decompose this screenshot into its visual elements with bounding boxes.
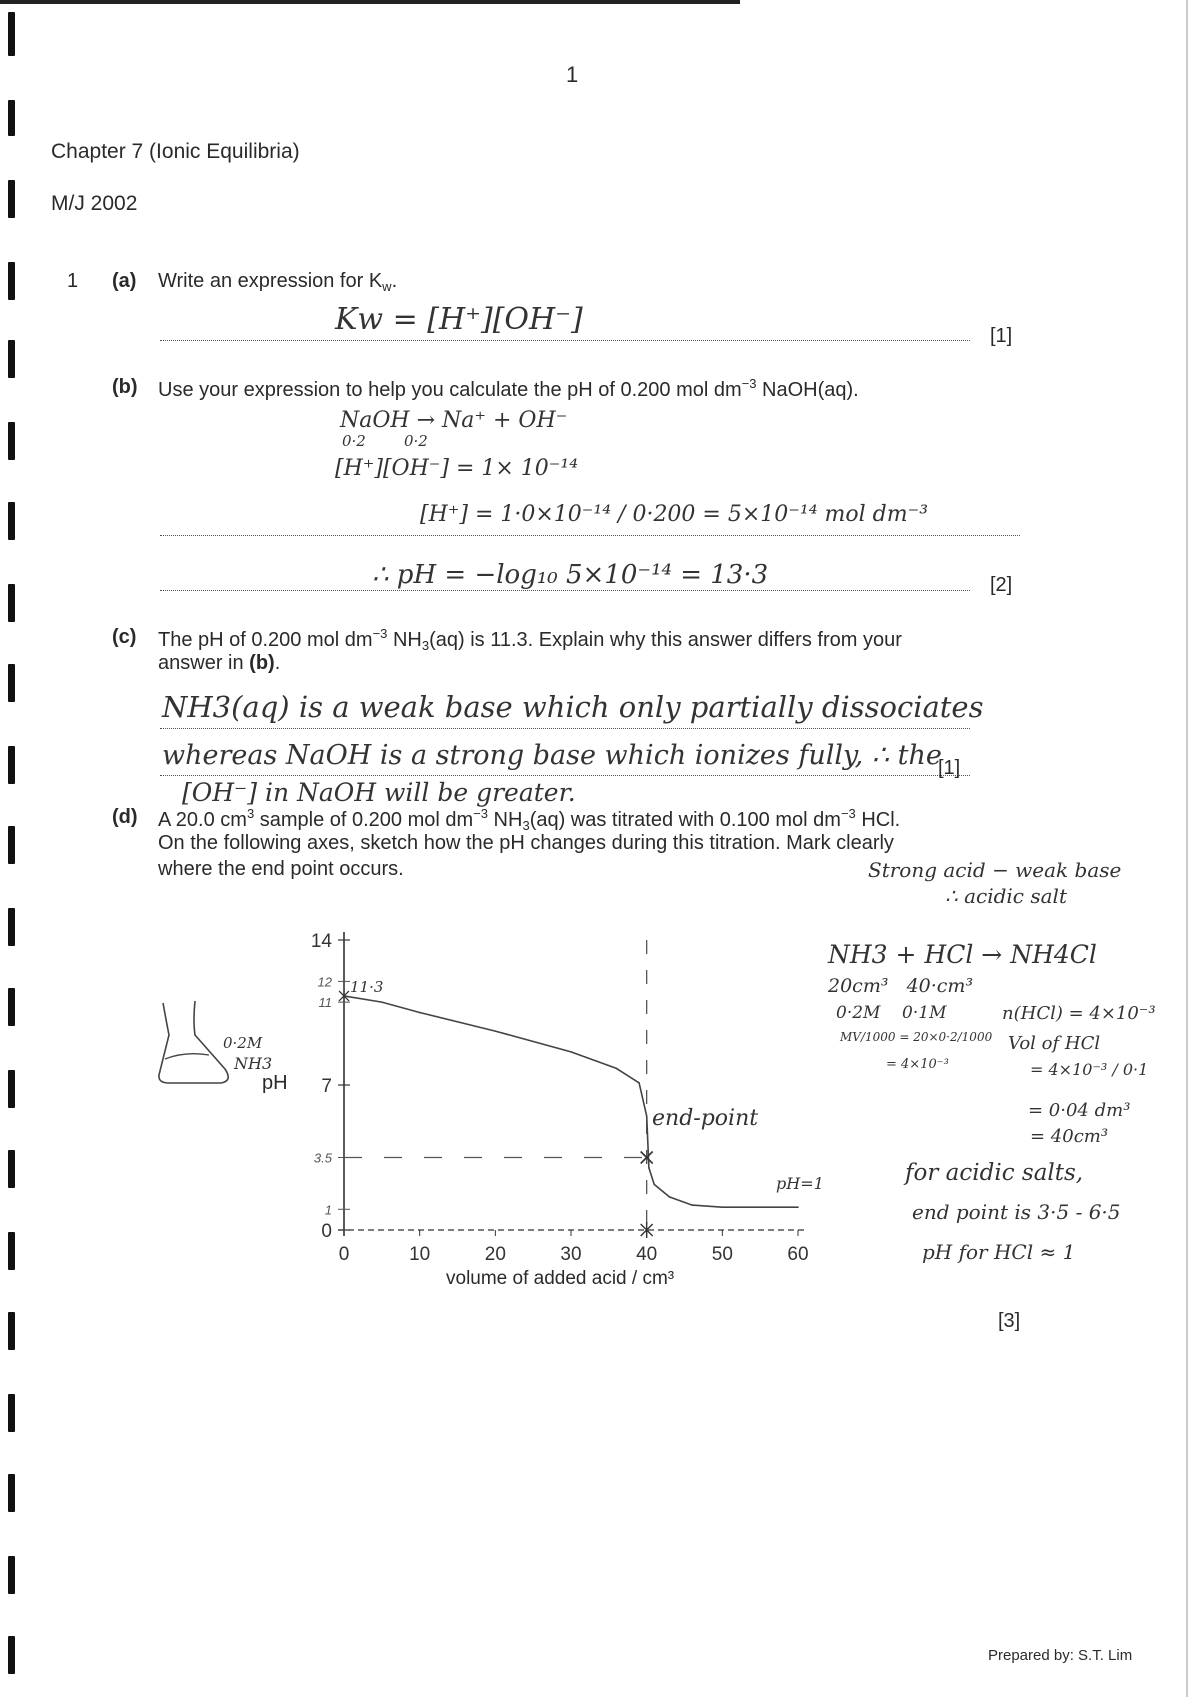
part-b-working-2: 0·2 0·2	[342, 432, 428, 450]
part-a-sub: w	[382, 279, 392, 294]
curve-point	[797, 1206, 799, 1208]
curve-point	[691, 1204, 693, 1206]
curve-point	[653, 1184, 655, 1186]
part-c-text-1: The pH of 0.200 mol dm	[158, 629, 373, 651]
y-hand-tick-label: 12	[317, 974, 332, 990]
note-moles-formula: MV/1000 = 20×0·2/1000	[840, 1030, 993, 1044]
question-number: 1	[67, 270, 79, 292]
part-c-text-3: (aq) is 11.3. Explain why this answer differs from your	[429, 629, 902, 651]
part-d-marks: [3]	[998, 1310, 1021, 1332]
note-concentrations: 0·2M 0·1M	[836, 1003, 947, 1023]
end-point-label: end-point	[652, 1106, 759, 1131]
note-vol-dm3: = 0·04 dm³	[1028, 1100, 1131, 1121]
footer-prepared-by: Prepared by: S.T. Lim	[988, 1647, 1133, 1664]
part-b-working-5: ∴ pH = −log₁₀ 5×10⁻¹⁴ = 13·3	[372, 560, 769, 590]
part-d-side-note-1: Strong acid − weak base	[868, 858, 1122, 882]
note-moles-result: = 4×10⁻³	[886, 1057, 949, 1072]
curve-point	[638, 1082, 640, 1084]
y-tick-label: 7	[321, 1076, 332, 1097]
part-c-question-line-2	[158, 652, 280, 675]
x-tick-label: 60	[787, 1244, 809, 1265]
part-a-suffix: .	[391, 270, 398, 292]
part-c-bold-ref: (b)	[249, 652, 275, 674]
chart-ylabel: pH	[262, 1072, 288, 1094]
part-d-question-line-2: On the following axes, sketch how the pH changes during this titration. Mark clearly	[158, 832, 894, 854]
part-b-label: (b)	[112, 376, 138, 398]
note-equation: NH3 + HCl → NH4Cl	[828, 940, 1097, 969]
x-tick-label: 40	[636, 1244, 658, 1265]
titration-chart	[240, 920, 860, 1310]
note-vol-hcl: Vol of HCl	[1008, 1033, 1101, 1054]
final-ph-label: pH=1	[776, 1174, 824, 1193]
part-d-question-line-3: where the end point occurs.	[158, 858, 404, 880]
note-ph-hcl: pH for HCl ≈ 1	[922, 1240, 1076, 1264]
note-end-point-range: end point is 3·5 - 6·5	[912, 1200, 1121, 1224]
part-b-text-2: NaOH(aq).	[756, 379, 859, 401]
part-d-text-1e: HCl.	[855, 809, 901, 831]
part-d-side-note-2: ∴ acidic salt	[945, 884, 1067, 908]
top-edge-line	[0, 0, 740, 4]
part-d-text-1b: sample of 0.200 mol dm	[254, 809, 474, 831]
part-d-sup-3: −3	[840, 806, 856, 821]
page-number: 1	[566, 62, 579, 87]
curve-point	[646, 1115, 648, 1117]
y-hand-tick-label: 11	[318, 995, 332, 1011]
part-d-text-1c: NH	[488, 809, 523, 831]
part-b-working-4: [H⁺] = 1·0×10⁻¹⁴ / 0·200 = 5×10⁻¹⁴ mol dm⁻³	[420, 502, 929, 527]
note-n-hcl: n(HCl) = 4×10⁻³	[1002, 1003, 1156, 1024]
x-tick-label: 50	[711, 1244, 733, 1265]
part-d-sup-2: −3	[473, 806, 488, 821]
part-c-label: (c)	[112, 626, 137, 648]
curve-point	[669, 1196, 671, 1198]
part-c-text-5: .	[274, 652, 281, 674]
curve-point	[419, 1012, 421, 1014]
part-c-text-4: answer in	[158, 652, 250, 674]
x-tick-label: 0	[338, 1244, 350, 1265]
part-d-label: (d)	[112, 806, 138, 828]
part-b-question	[158, 376, 859, 402]
part-c-answer-line-1	[160, 728, 970, 729]
part-a-answer-line	[160, 340, 970, 341]
y-hand-tick-label: 1	[324, 1202, 332, 1218]
curve-point	[648, 1167, 650, 1169]
part-b-answer-line-1	[160, 535, 1020, 536]
y-tick-label: 0	[321, 1221, 332, 1242]
part-d-text-1d: (aq) was titrated with 0.100 mol dm	[529, 809, 841, 831]
part-c-sup: −3	[372, 626, 388, 641]
curve-point	[722, 1206, 724, 1208]
exam-session: M/J 2002	[51, 192, 138, 215]
curve-point	[616, 1068, 618, 1070]
part-b-answer-line-2	[160, 590, 970, 591]
part-c-answer-2: whereas NaOH is a strong base which ionizes fully, ∴ the	[162, 740, 942, 771]
y-hand-tick-label: 3.5	[313, 1150, 332, 1166]
part-b-working-3: [H⁺][OH⁻] = 1× 10⁻¹⁴	[335, 456, 579, 481]
flask-label-2: NH3	[234, 1054, 273, 1073]
part-d-question-line-1	[158, 806, 900, 833]
curve-point	[495, 1030, 497, 1032]
part-c-text-2: NH	[387, 629, 422, 651]
note-vol-calc: = 4×10⁻³ / 0·1	[1030, 1060, 1149, 1079]
part-a-answer: Kw = [H⁺][OH⁻]	[335, 302, 583, 337]
chart-xlabel: volume of added acid / cm³	[446, 1268, 675, 1289]
part-c-answer-line-2	[160, 775, 970, 776]
y-tick-label: 14	[310, 931, 332, 952]
part-c-answer-1: NH3(aq) is a weak base which only partially dissociates	[162, 690, 984, 724]
part-d-text-1a: A 20.0 cm	[158, 809, 247, 831]
start-ph-label: 11·3	[350, 978, 384, 996]
x-tick-label: 10	[409, 1244, 431, 1265]
note-acidic-salts: for acidic salts,	[905, 1160, 1084, 1186]
part-c-answer-3: [OH⁻] in NaOH will be greater.	[182, 778, 576, 807]
part-b-working-1: NaOH → Na⁺ + OH⁻	[340, 408, 568, 433]
part-c-marks: [1]	[938, 757, 961, 779]
note-vol-cm3: = 40cm³	[1030, 1126, 1109, 1147]
titration-curve	[344, 996, 798, 1207]
part-b-sup: −3	[741, 376, 757, 391]
note-volumes: 20cm³ 40·cm³	[828, 975, 974, 997]
curve-point	[381, 1001, 383, 1003]
part-d-sub-1: 3	[522, 818, 530, 833]
part-a-text: Write an expression for K	[158, 270, 383, 292]
part-a-marks: [1]	[990, 325, 1013, 347]
right-edge-line	[1186, 0, 1188, 1697]
part-c-question-line-1	[158, 626, 902, 653]
curve-point	[570, 1051, 572, 1053]
part-b-marks: [2]	[990, 574, 1013, 596]
part-b-text-1: Use your expression to help you calculate the pH of 0.200 mol dm	[158, 379, 742, 401]
part-d-sup-1: 3	[246, 806, 255, 821]
part-c-sub: 3	[421, 638, 430, 653]
chapter-title: Chapter 7 (Ionic Equilibria)	[51, 140, 300, 163]
x-tick-label: 20	[484, 1244, 506, 1265]
x-tick-label: 30	[560, 1244, 582, 1265]
part-a-question	[158, 270, 397, 294]
part-a-label: (a)	[112, 270, 137, 292]
flask-label-1: 0·2M	[223, 1034, 263, 1052]
